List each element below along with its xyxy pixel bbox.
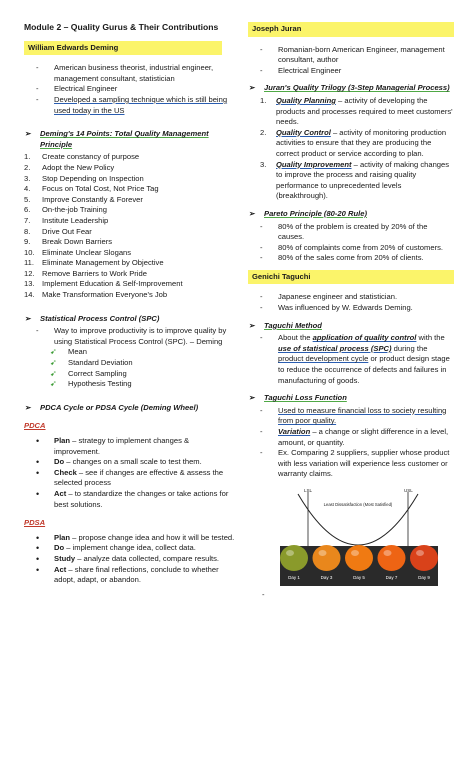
fruit-highlight-5 [416,550,424,556]
check-arrow-icon: ➹ [50,368,57,378]
day-label-4: Day 7 [385,574,398,580]
arrow-bullet-icon: ➢ [25,129,32,139]
pareto-item: - 80% of complaints come from 20% of customers. [248,243,454,254]
fruit-3 [345,545,373,571]
point-item: 8. Drive Out Fear [24,226,92,236]
point-item: 5. Improve Constantly & Forever [24,194,143,204]
pdsa-item: • Act – share final reflections, conclude to whether adopt, adapt, or abandon. [24,565,236,586]
fruit-highlight-3 [351,550,359,556]
cycle-heading: ➢ PDCA Cycle or PDSA Cycle (Deming Wheel) [25,402,199,412]
pdsa-label: PDSA [24,518,46,528]
pdca-item: • Do – changes on a small scale to test them. [24,457,236,468]
point-item: 10. Eliminate Unclear Slogans [24,247,132,257]
juran-name: Joseph Juran [248,22,454,37]
fruit-4 [378,545,406,571]
point-item: 13. Implement Education & Self-Improvement [24,279,183,289]
deming-bio [24,63,236,116]
taguchi-method-heading: ➢ Taguchi Method [249,320,322,330]
point-item: 12. Remove Barriers to Work Pride [24,268,147,278]
spc-desc: - Way to improve productivity is to improve quality by using Statistical Process Control (SPC). – Deming [24,326,236,347]
day-label-3: Day 5 [353,574,365,580]
point-item: 6. On-the-job Training [24,205,108,215]
trilogy-item: 1. Quality Planning – activity of developing the products and processes required to meet customers' needs. [260,95,453,127]
point-item: 9. Break Down Barriers [24,237,113,247]
check-arrow-icon: ➹ [50,379,57,389]
point-item: 1. Create constancy of purpose [24,152,140,162]
loss-item: - Ex. Comparing 2 suppliers, supplier whose product with less variation will experience less customer or warranty claims. [248,448,454,480]
arrow-bullet-icon: ➢ [249,208,256,218]
deming-bio-3: - Developed a sampling technique which is still being used today in the US [24,95,236,116]
taguchi-name: Genichi Taguchi [248,270,454,285]
point-item: 11. Eliminate Management by Objective [24,258,164,268]
loss-item: - Used to measure financial loss to society resulting from poor quality. [248,406,454,427]
pdca-label: PDCA [24,421,46,431]
loss-function-list [248,406,454,480]
fruit-highlight-4 [384,550,392,556]
pareto-heading: ➢ Pareto Principle (80-20 Rule) [249,208,367,218]
juran-bio-2: - Electrical Engineer [248,66,454,77]
fruit-1 [280,545,308,571]
arrow-bullet-icon: ➢ [25,313,32,323]
point-item: 4. Focus on Total Cost, Not Price Tag [24,184,159,194]
spc-item: ➹ Mean [50,347,87,357]
taguchi-bio [248,292,454,313]
taguchi-bio-2: - Was influenced by W. Edwards Deming. [248,303,454,314]
check-arrow-icon: ➹ [50,347,57,357]
juran-bio [248,45,454,77]
spc-heading: ➢ Statistical Process Control (SPC) [25,313,160,323]
trilogy-item: 3. Quality Improvement – activity of making changes to improve the process and raising quality performance to unprecedented levels (breakthrough). [260,159,450,201]
fourteen-points-list [24,152,236,300]
taguchi-method-list [248,333,454,386]
fourteen-points-heading: ➢ Deming's 14 Points: Total Quality Management Principle [25,129,209,149]
trilogy-item: 2. Quality Control – activity of monitoring production activities to ensure that they are producing the correct product or service according to plan. [260,127,447,158]
right-column [248,22,454,600]
deming-name: William Edwards Deming [24,41,222,56]
pdca-item: • Act – to standardize the changes or take actions for best solutions. [24,489,236,510]
spc-item: ➹ Standard Deviation [50,358,133,368]
loss-function-figure [280,486,438,586]
pdsa-item: • Do – implement change idea, collect data. [24,543,236,554]
spc-items [24,347,236,389]
arrow-bullet-icon: ➢ [249,393,256,403]
left-column [24,22,236,586]
loss-item: - Variation – a change or slight difference in a level, amount, or quantity. [248,427,454,448]
arrow-bullet-icon: ➢ [249,83,256,93]
point-item: 3. Stop Depending on Inspection [24,173,144,183]
spc-desc-list [24,326,236,347]
pareto-list [248,222,454,264]
lsl-label: LSL [304,487,313,493]
pdca-list [24,436,236,510]
pdsa-item: • Study – analyze data collected, compare results. [24,554,236,565]
page-title: Module 2 – Quality Gurus & Their Contributions [24,22,219,32]
curve-caption: Least Dissatisfaction (Most Satisfied) [323,501,393,507]
trilogy-list [248,96,454,202]
taguchi-bio-1: - Japanese engineer and statistician. [248,292,454,303]
pdca-item: • Check – see if changes are effective & assess the selected process [24,468,236,489]
arrow-bullet-icon: ➢ [25,402,32,412]
check-arrow-icon: ➹ [50,358,57,368]
fruit-highlight-2 [319,550,327,556]
day-label-2: Day 3 [320,574,333,580]
juran-bio-1: - Romanian-born American Engineer, management consultant, author [248,45,454,66]
day-label-1: Day 1 [288,574,300,580]
fruit-highlight-1 [286,550,294,556]
spc-item: ➹ Hypothesis Testing [50,379,132,389]
deming-bio-2: - Electrical Engineer [24,84,236,95]
deming-bio-1: - American business theorist, industrial engineer, management consultant, statistician [24,63,236,84]
trilogy-heading: ➢ Juran's Quality Trilogy (3-Step Managerial Process) [249,83,450,93]
point-item: 7. Institute Leadership [24,215,109,225]
pdsa-list [24,533,236,586]
pdca-item: • Plan – strategy to implement changes & improvement. [24,436,236,457]
fruit-5 [410,545,438,571]
spc-item: ➹ Correct Sampling [50,368,127,378]
arrow-bullet-icon: ➢ [249,320,256,330]
day-label-5: Day 9 [418,574,430,580]
fruit-2 [313,545,341,571]
pareto-item: - 80% of the sales come from 20% of clients. [248,253,454,264]
pdsa-item: • Plan – propose change idea and how it will be tested. [24,533,236,544]
trailing-dash: - [262,589,265,599]
pareto-item: - 80% of the problem is created by 20% of the causes. [248,222,454,243]
point-item: 14. Make Transformation Everyone's Job [24,290,168,300]
usl-label: USL [404,487,413,493]
taguchi-method-desc: - About the application of quality control with the use of statistical process (SPC) during the product development cycle or product design stage to reduce the occurrence of defects and failures in manufacturing of goods. [248,333,454,386]
point-item: 2. Adopt the New Policy [24,162,115,172]
loss-function-heading: ➢ Taguchi Loss Function [249,393,347,403]
